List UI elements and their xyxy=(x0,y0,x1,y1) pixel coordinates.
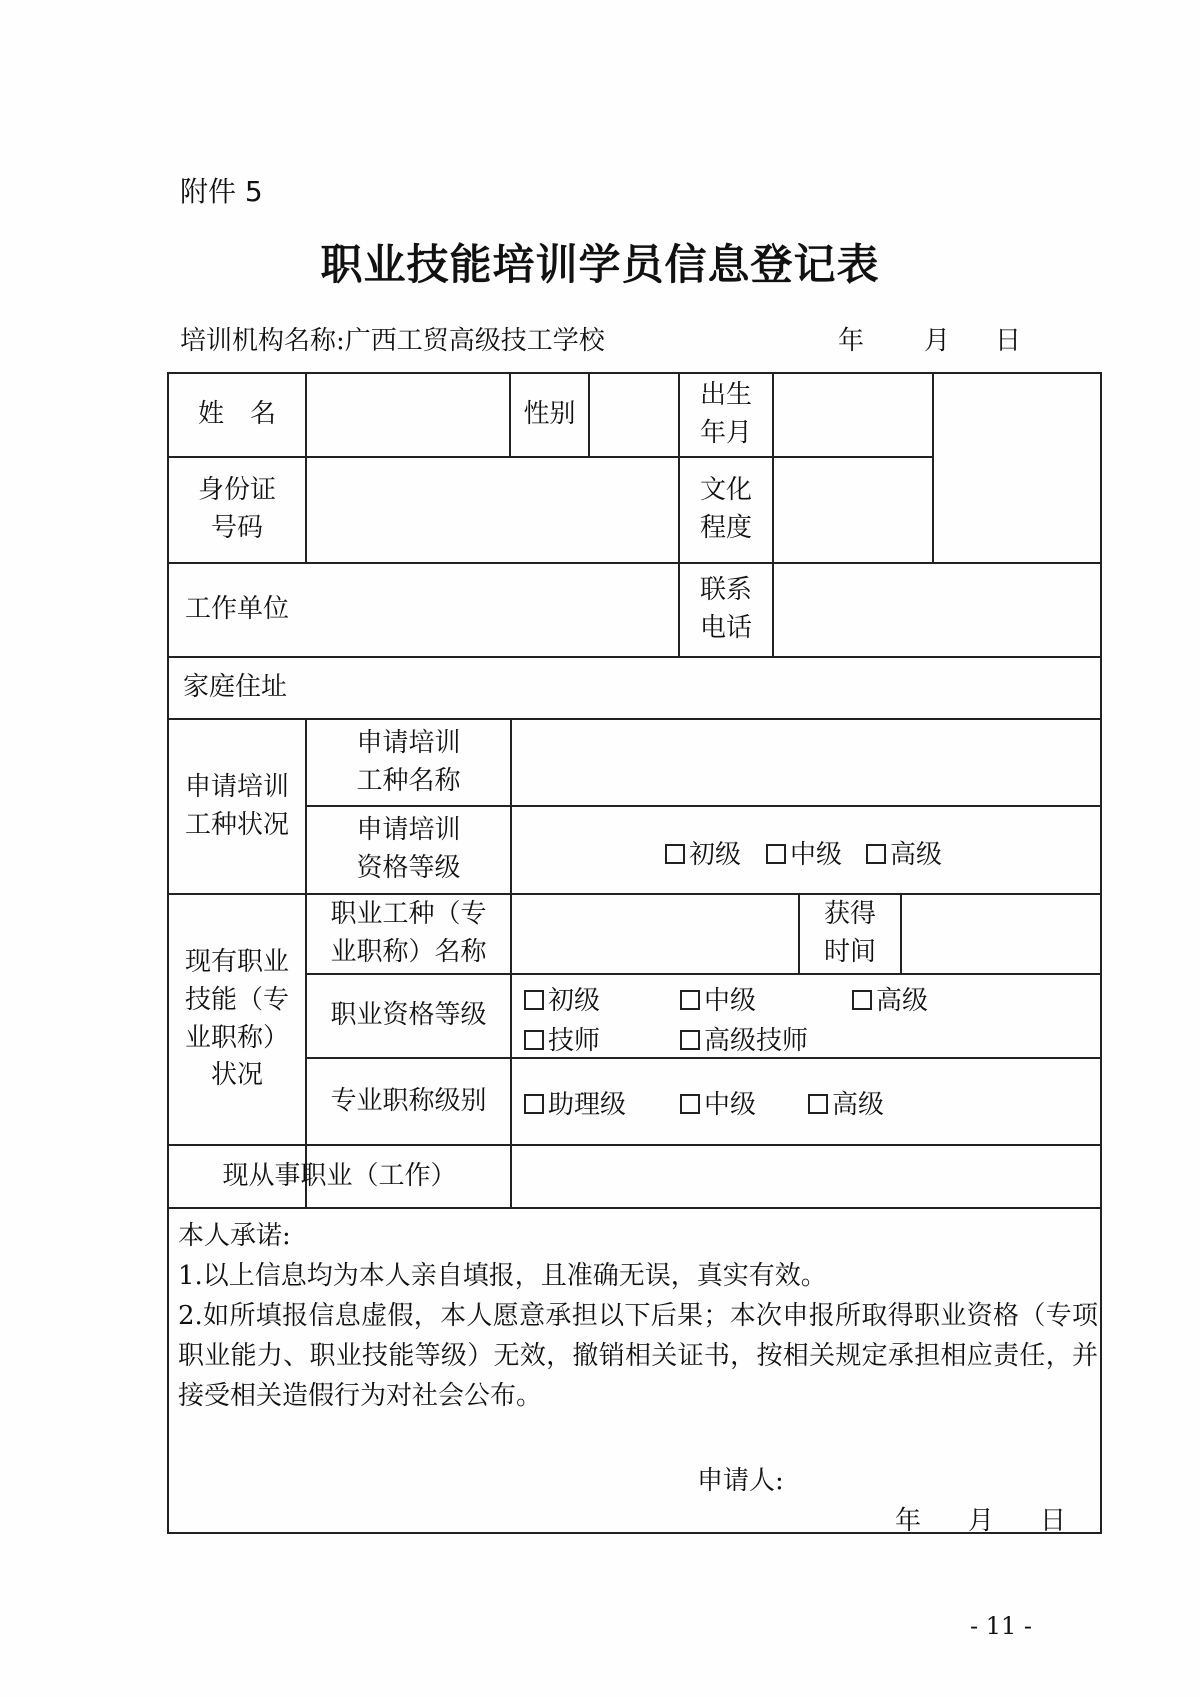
education-field[interactable] xyxy=(774,458,932,562)
apply-level-option[interactable]: 高级 xyxy=(866,834,942,871)
header-month: 月 xyxy=(924,326,951,356)
apply-level-option[interactable]: 初级 xyxy=(665,834,741,871)
checkbox-icon[interactable] xyxy=(680,990,700,1010)
photo-area[interactable] xyxy=(934,374,1100,562)
birth-label: 出生年月 xyxy=(700,380,753,448)
qual-level-option[interactable]: 技师 xyxy=(524,1020,600,1057)
checkbox-icon[interactable] xyxy=(680,1094,700,1114)
current-status-label: 现有职业技能（专业职称）状况 xyxy=(184,947,289,1091)
checkbox-icon[interactable] xyxy=(524,990,544,1010)
form-title: 职业技能培训学员信息登记表 xyxy=(320,240,880,289)
name-field[interactable] xyxy=(307,374,509,456)
org-name: 广西工贸高级技工学校 xyxy=(344,326,605,356)
row-divider xyxy=(167,1207,1102,1209)
apply-level-option[interactable]: 中级 xyxy=(766,834,842,871)
org-label: 培训机构名称: xyxy=(180,326,345,356)
obtain-time-label: 获得时间 xyxy=(823,899,876,967)
gender-field[interactable] xyxy=(590,374,678,456)
id-number-field[interactable] xyxy=(307,458,678,562)
current-job-field[interactable] xyxy=(512,1146,1100,1207)
name-label: 姓 名 xyxy=(197,399,276,430)
title-level-label: 专业职称级别 xyxy=(330,1085,487,1116)
checkbox-icon[interactable] xyxy=(852,990,872,1010)
qual-level-option[interactable]: 高级 xyxy=(852,980,928,1017)
current-trade-field[interactable] xyxy=(512,895,798,973)
pledge-item-2: 2.如所填报信息虚假，本人愿意承担以下后果；本次申报所取得职业资格（专项职业能力、职业技能等级）无效，撤销相关证书，按相关规定承担相应责任，并接受相关造假行为对社会公布。 xyxy=(178,1301,1098,1411)
title-level-option[interactable]: 中级 xyxy=(680,1084,756,1121)
qual-level-label: 职业资格等级 xyxy=(330,1000,487,1031)
org-line xyxy=(180,320,605,357)
checkbox-icon[interactable] xyxy=(665,844,685,864)
checkbox-icon[interactable] xyxy=(524,1030,544,1050)
checkbox-icon[interactable] xyxy=(524,1094,544,1114)
pledge-item-1: 1.以上信息均为本人亲自填报，且准确无误，真实有效。 xyxy=(178,1261,827,1291)
pledge-heading: 本人承诺: xyxy=(178,1221,291,1251)
header-year: 年 xyxy=(838,326,865,356)
current-job-label: 现从事职业（工作） xyxy=(222,1160,457,1191)
id-number-label: 身份证号码 xyxy=(197,475,276,543)
work-unit-field[interactable] xyxy=(307,564,678,656)
checkbox-icon[interactable] xyxy=(680,1030,700,1050)
apply-trade-label: 申请培训工种名称 xyxy=(356,727,461,796)
checkbox-icon[interactable] xyxy=(766,844,786,864)
col-divider xyxy=(678,372,680,656)
education-label: 文化程度 xyxy=(700,475,753,543)
apply-level-label: 申请培训资格等级 xyxy=(356,815,461,883)
title-level-option[interactable]: 高级 xyxy=(808,1084,884,1121)
checkbox-icon[interactable] xyxy=(866,844,886,864)
phone-label: 联系电话 xyxy=(700,575,753,643)
title-level-option[interactable]: 助理级 xyxy=(524,1084,626,1121)
qual-level-option[interactable]: 高级技师 xyxy=(680,1020,808,1057)
gender-label: 性别 xyxy=(523,399,576,430)
phone-field[interactable] xyxy=(774,564,1100,656)
address-field[interactable] xyxy=(350,658,1100,718)
header-day: 日 xyxy=(995,326,1022,356)
apply-status-label: 申请培训工种状况 xyxy=(184,771,289,840)
applicant-label: 申请人: xyxy=(697,1466,784,1496)
qual-level-option[interactable]: 初级 xyxy=(524,980,600,1017)
checkbox-icon[interactable] xyxy=(808,1094,828,1114)
address-label: 家庭住址 xyxy=(183,672,288,703)
qual-level-option[interactable]: 中级 xyxy=(680,980,756,1017)
page-number: - 11 - xyxy=(970,1612,1033,1640)
sign-day: 日 xyxy=(1040,1506,1067,1536)
obtain-time-field[interactable] xyxy=(902,895,1100,973)
apply-trade-field[interactable] xyxy=(512,720,1100,805)
attachment-label: 附件 5 xyxy=(180,175,263,208)
work-unit-label: 工作单位 xyxy=(184,594,289,625)
birth-field[interactable] xyxy=(774,374,932,456)
current-trade-label: 职业工种（专业职称）名称 xyxy=(330,899,487,967)
sign-year: 年 xyxy=(895,1506,922,1536)
sign-month: 月 xyxy=(968,1506,995,1536)
